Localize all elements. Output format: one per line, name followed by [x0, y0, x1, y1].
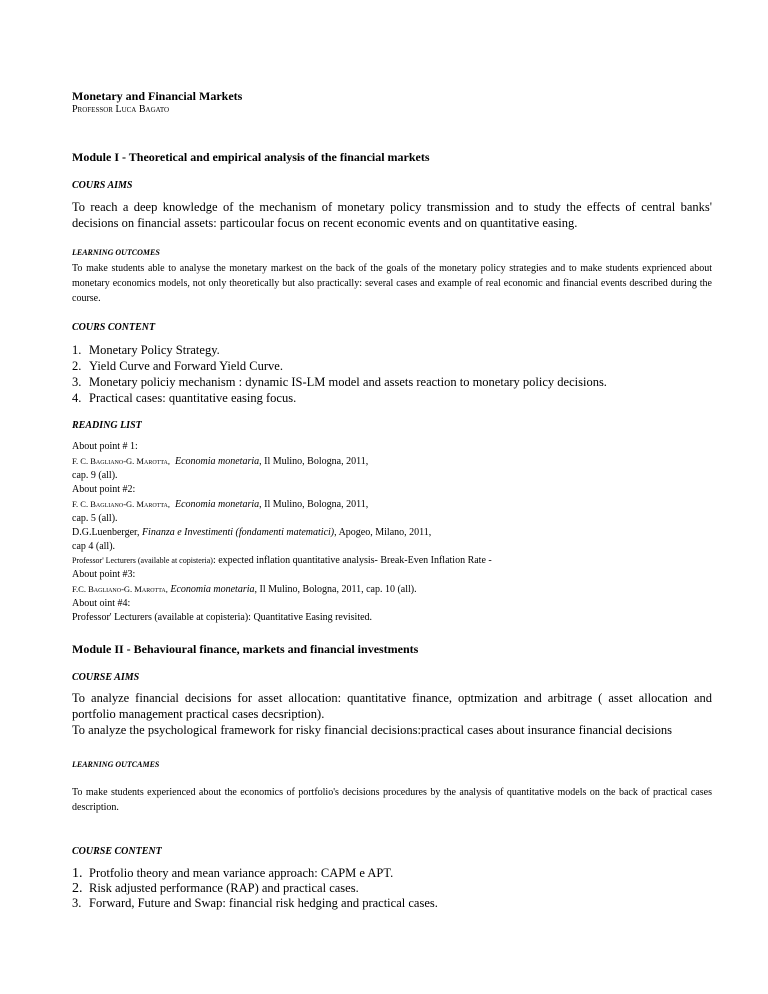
module1-outcomes-text: To make students able to analyse the monetary markest on the back of the goals of the monetary policy strategies and to make students exprienced about monetary economics models, not only theoretically but also practically: several cases and example of real economic and financial events described during the course.	[72, 263, 712, 304]
reading-label: About point # 1:	[72, 441, 138, 452]
module2-outcomes-text: To make students experienced about the economics of portfolio's decisions procedures by the analysis of quantitative models on the back of practical cases description.	[72, 787, 712, 813]
reading-entry: D.G.Luenberger, Finanza e Investimenti (fondamenti matematici), Apogeo, Milano, 2011,	[72, 527, 432, 538]
module2-content-list	[72, 866, 712, 911]
list-item: 1. Monetary Policy Strategy.	[72, 343, 220, 357]
module2-content-title: COURSE CONTENT	[72, 846, 162, 857]
module1-aims-title: COURS AIMS	[72, 180, 133, 191]
reading-entry: Professor' Lecturers (available at copisteria): Quantitative Easing revisited.	[72, 612, 373, 623]
module2-aims-text: To analyze financial decisions for asset allocation: quantitative finance, optmization and arbitrage ( asset allocation and portfolio management practical cases decsription). To analyze the psychological framework for risky financial decisions:practical cases about insurance financial decisions	[72, 691, 712, 737]
module1-reading-list	[72, 440, 712, 625]
module2-outcomes-title: LEARNING OUTCAMES	[72, 760, 160, 769]
module1-heading: Module I - Theoretical and empirical analysis of the financial markets	[72, 150, 430, 164]
reading-entry: Professor' Lecturers (available at copisteria): expected inflation quantitative analysis- Break-Even Inflation Rate -	[72, 555, 492, 566]
reading-label: About point #2:	[72, 484, 136, 495]
reading-entry: F.C. Bagliano-G. Marotta, Economia monetaria, Il Mulino, Bologna, 2011, cap. 10 (all).	[72, 584, 417, 595]
module1-reading-title: READING LIST	[72, 420, 142, 431]
reading-entry: F. C. Bagliano-G. Marotta, Economia monetaria, Il Mulino, Bologna, 2011,	[72, 456, 369, 467]
module1-aims-text: To reach a deep knowledge of the mechanism of monetary policy transmission and to study the effects of central banks' decisions on financial assets: particoular focus on recent economic events and on quantitative easing.	[72, 200, 712, 230]
document-title: Monetary and Financial Markets	[72, 89, 243, 103]
reading-label: About oint #4:	[72, 598, 131, 609]
reading-chapter: cap. 5 (all).	[72, 513, 118, 524]
professor-name: Professor Luca Bagato	[72, 104, 170, 115]
module1-outcomes-title: LEARNING OUTCOMES	[72, 248, 160, 257]
reading-chapter: cap 4 (all).	[72, 541, 116, 552]
list-item: 3. Monetary policiy mechanism : dynamic IS-LM model and assets reaction to monetary policy decisions.	[72, 375, 607, 389]
reading-label: About point #3:	[72, 569, 136, 580]
list-item: 4. Practical cases: quantitative easing focus.	[72, 391, 297, 405]
module1-content-title: COURS CONTENT	[72, 322, 156, 333]
reading-entry: F. C. Bagliano-G. Marotta, Economia monetaria, Il Mulino, Bologna, 2011,	[72, 499, 369, 510]
list-item: 1. Protfolio theory and mean variance approach: CAPM e APT.	[72, 866, 394, 881]
module1-content-list	[72, 342, 712, 406]
reading-chapter: cap. 9 (all).	[72, 470, 118, 481]
list-item: 2. Risk adjusted performance (RAP) and practical cases.	[72, 881, 359, 896]
list-item: 3. Forward, Future and Swap: financial risk hedging and practical cases.	[72, 896, 438, 910]
module2-aims-title: COURSE AIMS	[72, 672, 140, 683]
list-item: 2. Yield Curve and Forward Yield Curve.	[72, 359, 283, 373]
module2-heading: Module II - Behavioural finance, markets and financial investments	[72, 642, 419, 656]
